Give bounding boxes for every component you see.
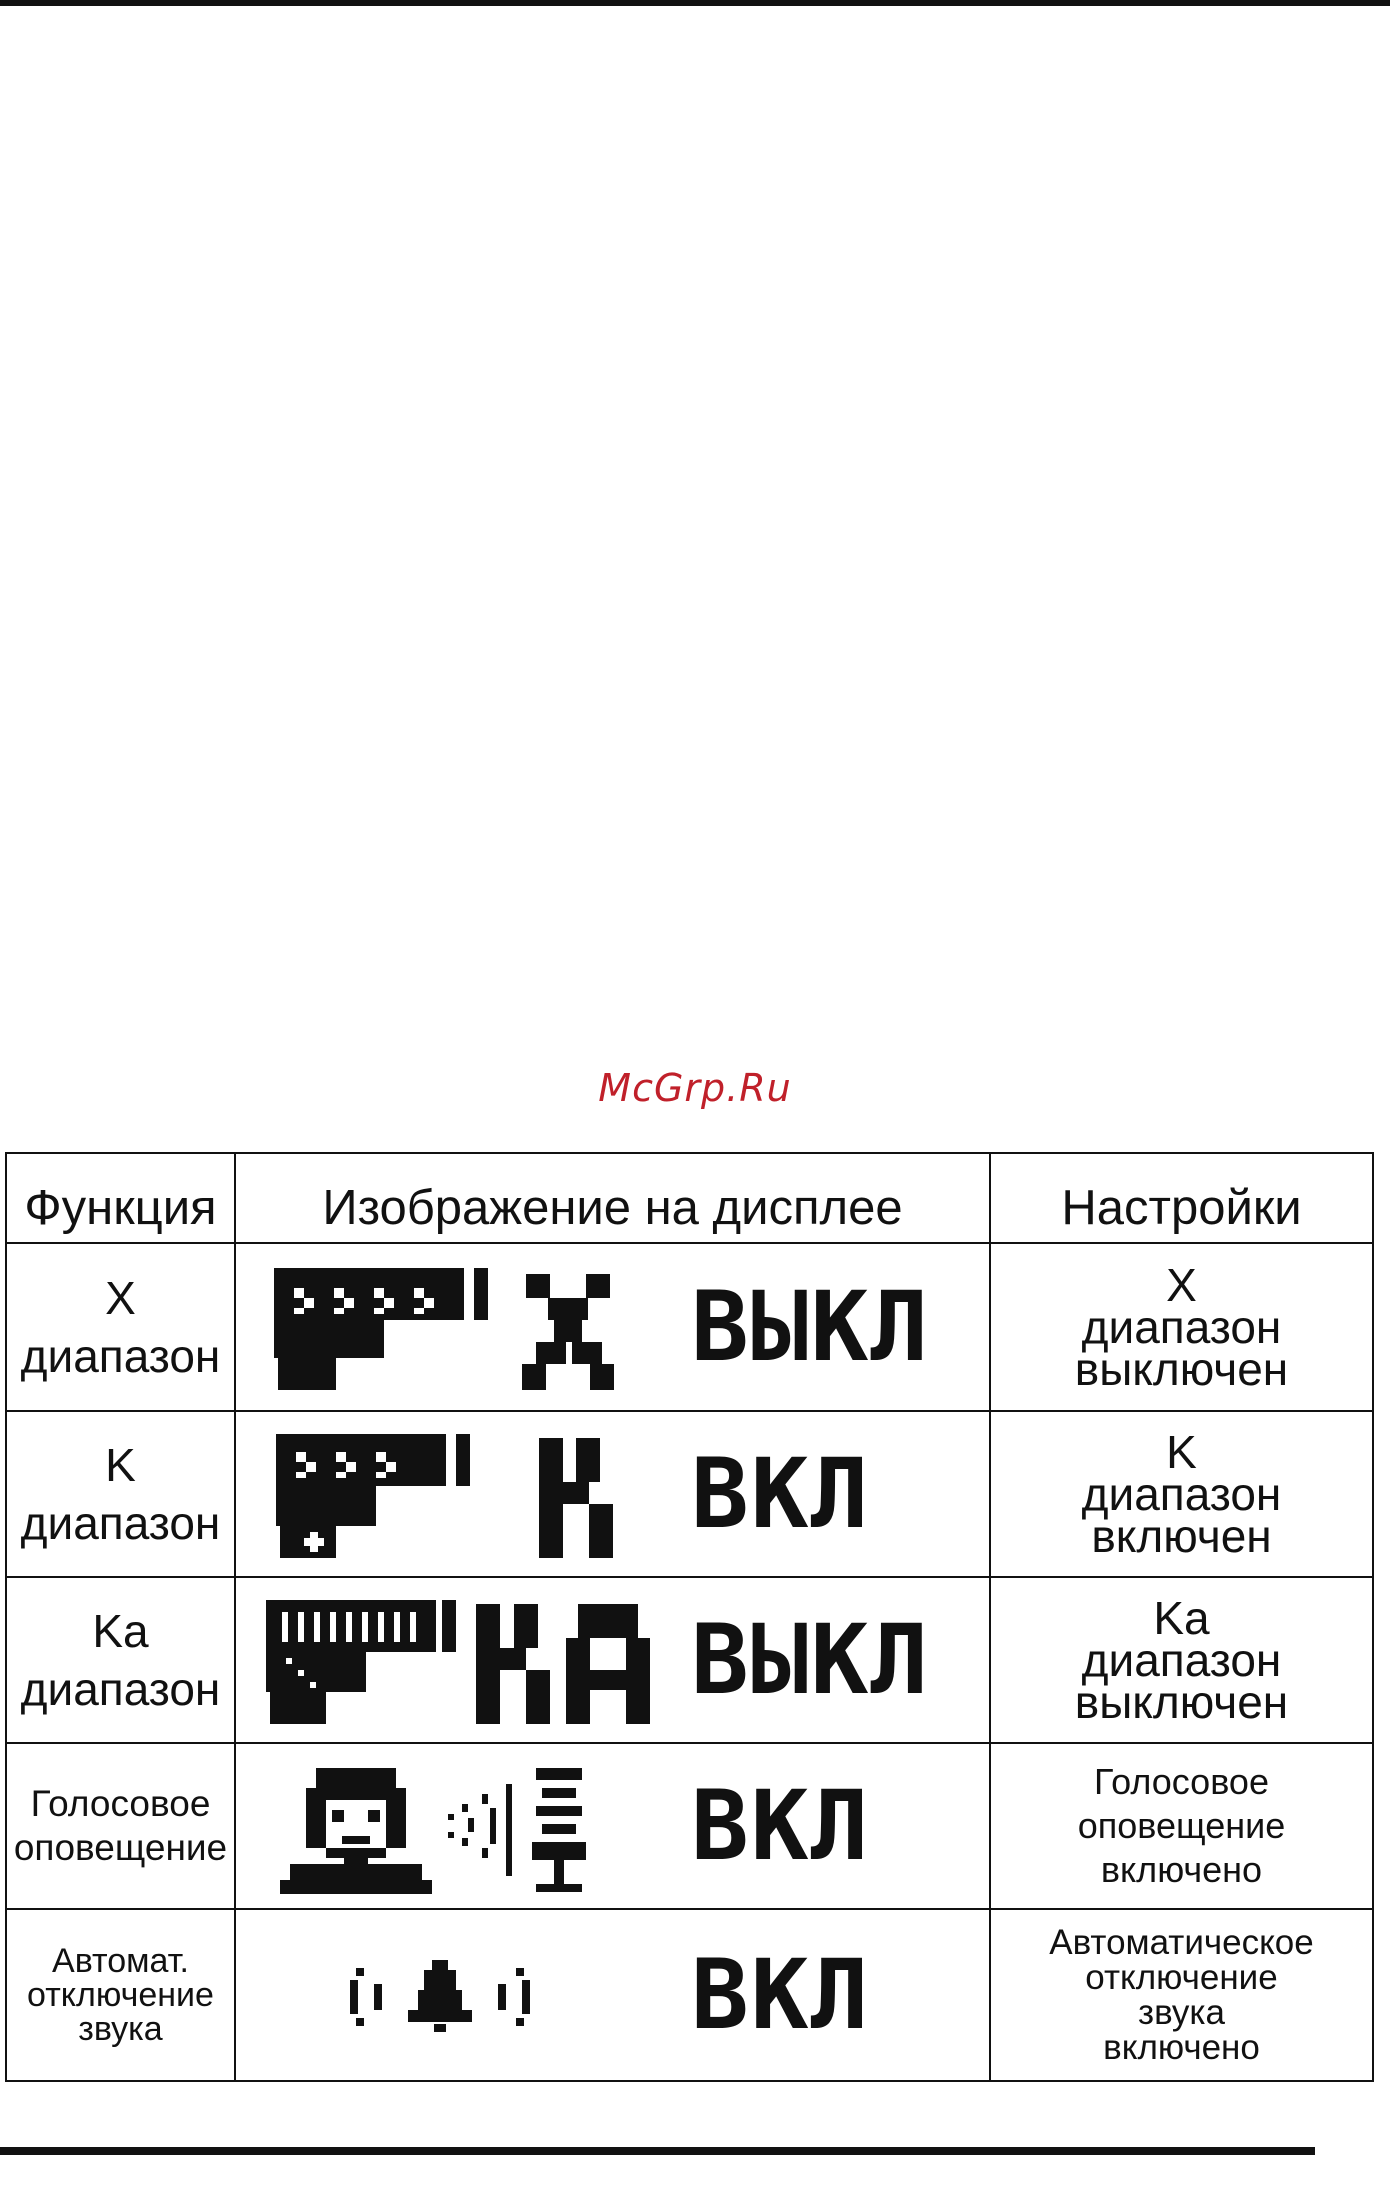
settings-cell: Автоматическое отключение звука включено bbox=[990, 1909, 1373, 2081]
header-function: Функция bbox=[6, 1153, 235, 1243]
display-state-text: ВКЛ bbox=[691, 1770, 871, 1882]
table-row bbox=[6, 1411, 1373, 1577]
function-table bbox=[5, 1152, 1374, 2082]
radar-gun-k-icon bbox=[236, 1412, 991, 1576]
display-state-text: ВКЛ bbox=[691, 1438, 871, 1550]
function-cell: X диапазон bbox=[6, 1243, 235, 1411]
bell-sound-icon bbox=[236, 1910, 991, 2080]
display-cell bbox=[235, 1577, 990, 1743]
function-cell: K диапазон bbox=[6, 1411, 235, 1577]
display-cell bbox=[235, 1909, 990, 2081]
display-state-text: ВКЛ bbox=[691, 1939, 871, 2051]
table-row bbox=[6, 1243, 1373, 1411]
table-row bbox=[6, 1743, 1373, 1909]
table-row bbox=[6, 1909, 1373, 2081]
header-display: Изображение на дисплее bbox=[235, 1153, 990, 1243]
header-settings: Настройки bbox=[990, 1153, 1373, 1243]
display-cell bbox=[235, 1243, 990, 1411]
watermark: McGrp.Ru bbox=[598, 1066, 792, 1110]
function-cell: Голосовое оповещение bbox=[6, 1743, 235, 1909]
person-voice-speaker-icon bbox=[236, 1744, 991, 1908]
display-state-text: ВЫКЛ bbox=[691, 1604, 931, 1716]
display-cell bbox=[235, 1411, 990, 1577]
settings-cell: K диапазон включен bbox=[990, 1411, 1373, 1577]
settings-cell: X диапазон выключен bbox=[990, 1243, 1373, 1411]
bottom-rule bbox=[0, 2147, 1315, 2155]
top-rule bbox=[0, 0, 1390, 6]
table-row bbox=[6, 1577, 1373, 1743]
function-cell: Автомат. отключение звука bbox=[6, 1909, 235, 2081]
settings-cell: Голосовое оповещение включено bbox=[990, 1743, 1373, 1909]
display-state-text: ВЫКЛ bbox=[691, 1271, 931, 1383]
function-cell: Ka диапазон bbox=[6, 1577, 235, 1743]
settings-cell: Ka диапазон выключен bbox=[990, 1577, 1373, 1743]
table-header-row bbox=[6, 1153, 1373, 1243]
display-cell bbox=[235, 1743, 990, 1909]
